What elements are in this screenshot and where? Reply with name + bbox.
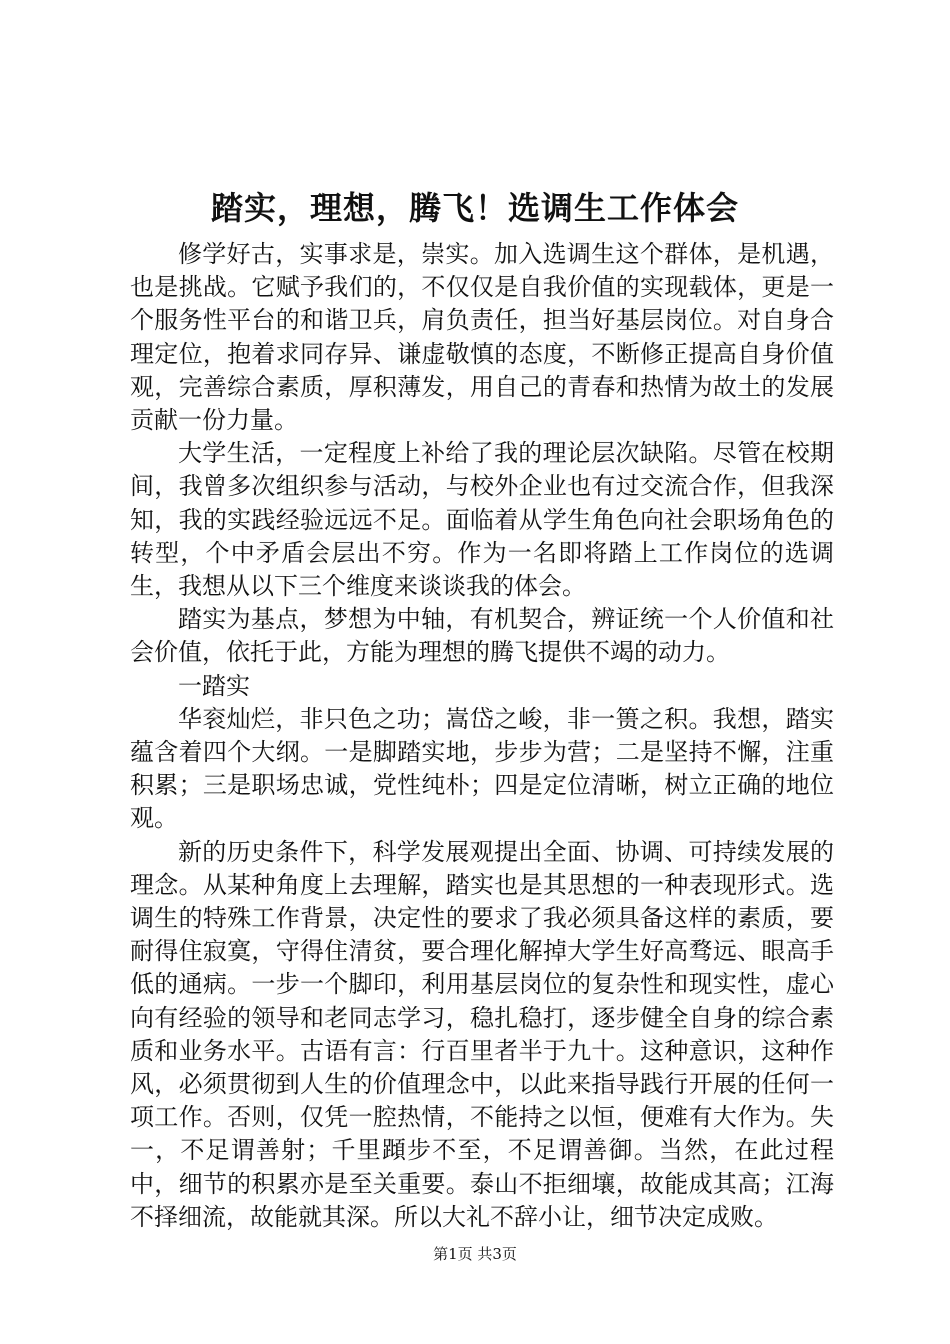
paragraph-4: 华衮灿烂，非只色之功；嵩岱之峻，非一篑之积。我想，踏实蕴含着四个大纲。一是脚踏实地，步步为营；二是坚持不懈，注重积累；三是职场忠诚，党性纯朴；四是定位清晰，树立正确的地位观。 [130, 704, 834, 833]
page-footer: 第1页 共3页 [433, 1245, 517, 1263]
paragraph-5: 新的历史条件下，科学发展观提出全面、协调、可持续发展的理念。从某种角度上去理解，踏实也是其思想的一种表现形式。选调生的特殊工作背景，决定性的要求了我必须具备这样的素质，要耐得住寂寞，守得住清贫，要合理化解掉大学生好高骛远、眼高手低的通病。一步一个脚印，利用基层岗位的复杂性和现实性，虚心向有经验的领导和老同志学习，稳扎稳打，逐步健全自身的综合素质和业务水平。古语有言：行百里者半于九十。这种意识，这种作风，必须贯彻到人生的价值理念中，以此来指导践行开展的任何一项工作。否则，仅凭一腔热情，不能持之以恒，便难有大作为。失一，不足谓善射；千里蹞步不至，不足谓善御。当然，在此过程中，细节的积累亦是至关重要。泰山不拒细壤，故能成其高；江海不择细流，故能就其深。所以大礼不辞小让，细节决定成败。 [130, 837, 834, 1231]
paragraph-3: 踏实为基点，梦想为中轴，有机契合，辨证统一个人价值和社会价值，依托于此，方能为理想的腾飞提供不竭的动力。 [130, 605, 834, 667]
document-title: 踏实，理想，腾飞！选调生工作体会 [210, 189, 739, 227]
paragraph-2: 大学生活，一定程度上补给了我的理论层次缺陷。尽管在校期间，我曾多次组织参与活动，与校外企业也有过交流合作，但我深知，我的实践经验远远不足。面临着从学生角色向社会职场角色的转型，个中矛盾会层出不穷。作为一名即将踏上工作岗位的选调生，我想从以下三个维度来谈谈我的体会。 [130, 439, 834, 601]
document-body [130, 238, 834, 1234]
paragraph-1: 修学好古，实事求是，崇实。加入选调生这个群体，是机遇，也是挑战。它赋予我们的，不仅仅是自我价值的实现载体，更是一个服务性平台的和谐卫兵，肩负责任，担当好基层岗位。对自身合理定位，抱着求同存异、谦虚敬慎的态度，不断修正提高自身价值观，完善综合素质，厚积薄发，用自己的青春和热情为故土的发展贡献一份力量。 [130, 240, 834, 435]
section-heading: 一踏实 [178, 671, 250, 700]
